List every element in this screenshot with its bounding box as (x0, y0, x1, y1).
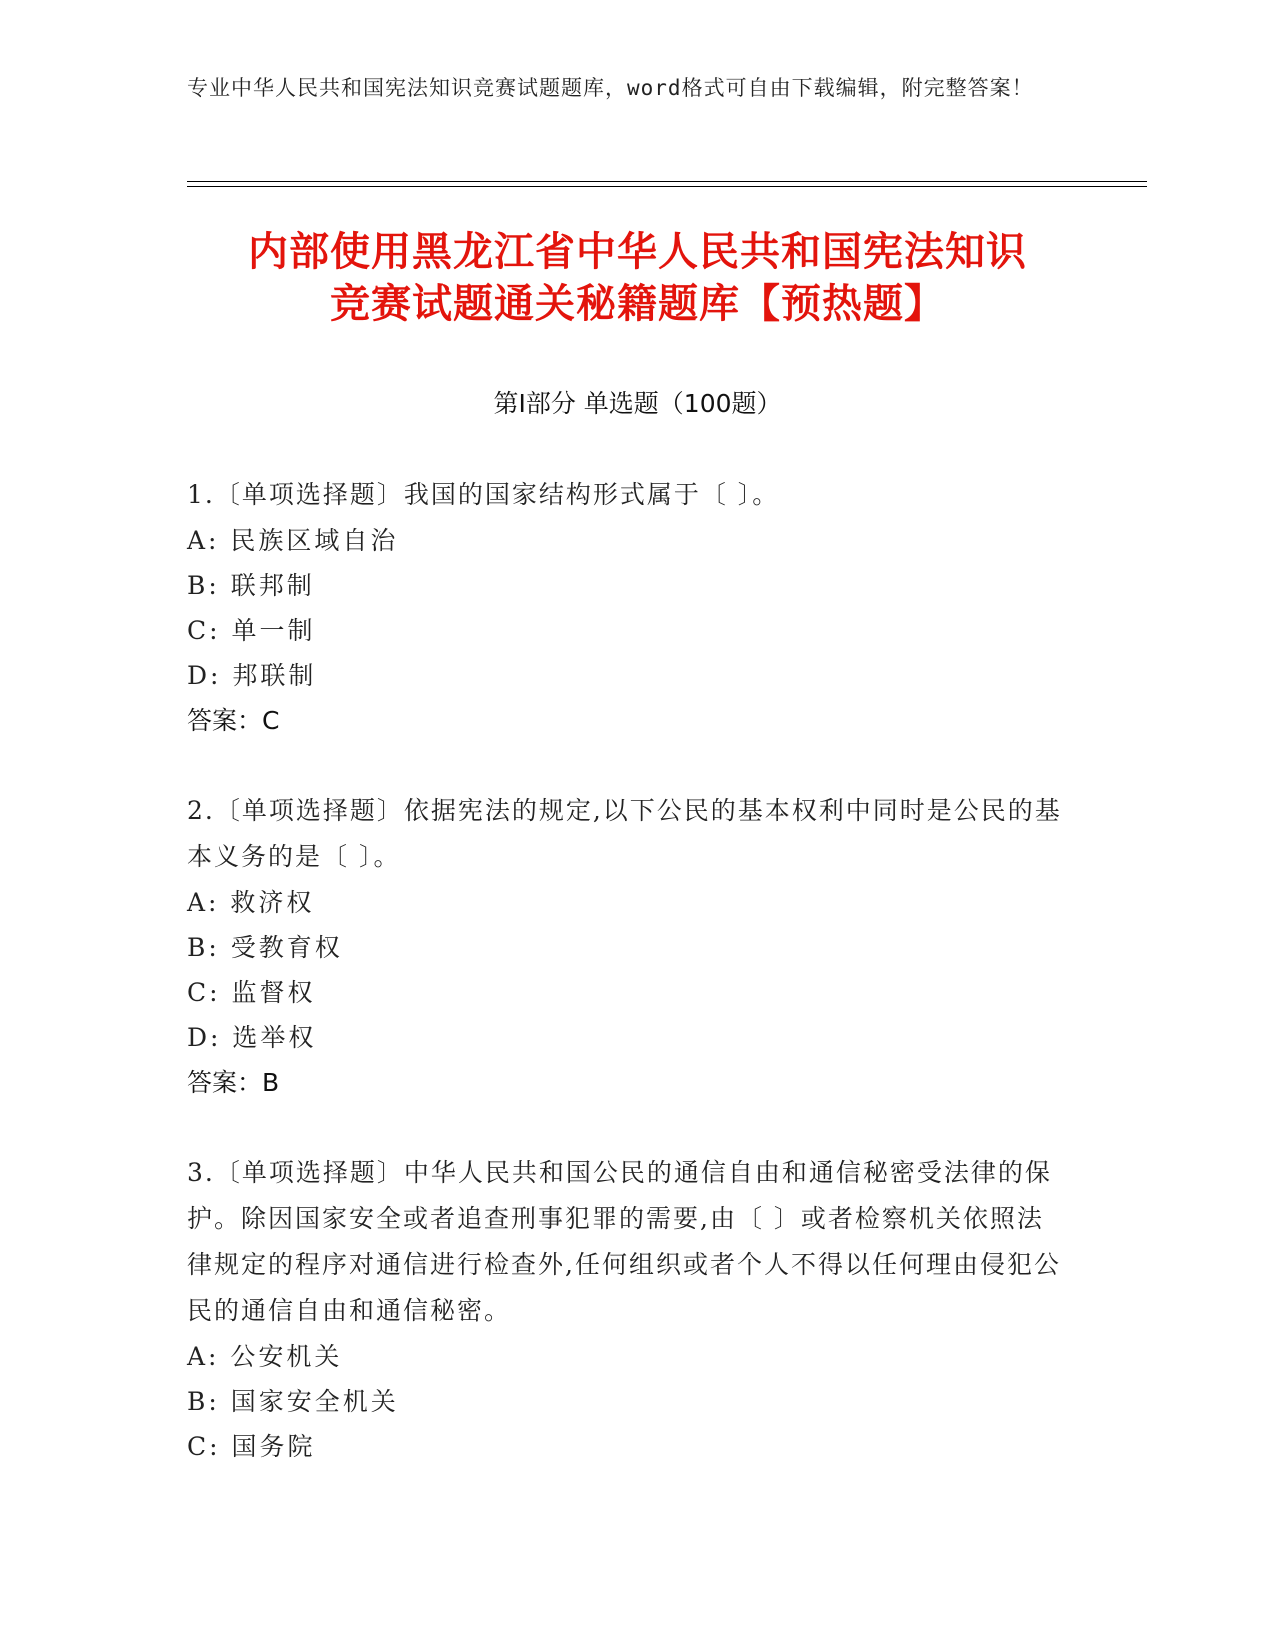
option-b: B: 受教育权 (187, 933, 343, 962)
option-a: A: 民族区域自治 (187, 526, 399, 555)
section-heading: 第I部分 单选题（100题） (493, 389, 782, 418)
option-d: D: 选举权 (187, 1023, 317, 1052)
title-line-1: 内部使用黑龙江省中华人民共和国宪法知识 (248, 229, 1027, 275)
option-c: C: 单一制 (187, 616, 316, 645)
option-c: C: 国务院 (187, 1432, 316, 1461)
question-1 (187, 472, 1067, 744)
question-stem: 2.〔单项选择题〕依据宪法的规定,以下公民的基本权利中同时是公民的基本义务的是〔 〕。 (187, 796, 1062, 871)
answer-text: 答案：C (187, 706, 280, 735)
title-line-2: 竞赛试题通关秘籍题库【预热题】 (330, 281, 945, 327)
question-stem: 1.〔单项选择题〕我国的国家结构形式属于〔 〕。 (187, 480, 780, 509)
question-list (187, 472, 1067, 1513)
question-stem: 3.〔单项选择题〕中华人民共和国公民的通信自由和通信秘密受法律的保护。除因国家安全或者追查刑事犯罪的需要,由〔 〕或者检察机关依照法律规定的程序对通信进行检查外,任何组织或者个人不得以任何理由侵犯公民的通信自由和通信秘密。 (187, 1158, 1061, 1325)
question-2 (187, 788, 1067, 1106)
document-title (150, 226, 1125, 330)
answer-text: 答案：B (187, 1068, 280, 1097)
option-d: D: 邦联制 (187, 661, 317, 690)
header-note: 专业中华人民共和国宪法知识竞赛试题题库，word格式可自由下载编辑，附完整答案！ (187, 76, 1034, 100)
option-a: A: 公安机关 (187, 1342, 343, 1371)
option-b: B: 国家安全机关 (187, 1387, 399, 1416)
question-3 (187, 1150, 1067, 1469)
option-b: B: 联邦制 (187, 571, 315, 600)
option-a: A: 救济权 (187, 888, 315, 917)
option-c: C: 监督权 (187, 978, 316, 1007)
header-rule-top (187, 181, 1147, 182)
header-rule-bottom (187, 186, 1147, 187)
